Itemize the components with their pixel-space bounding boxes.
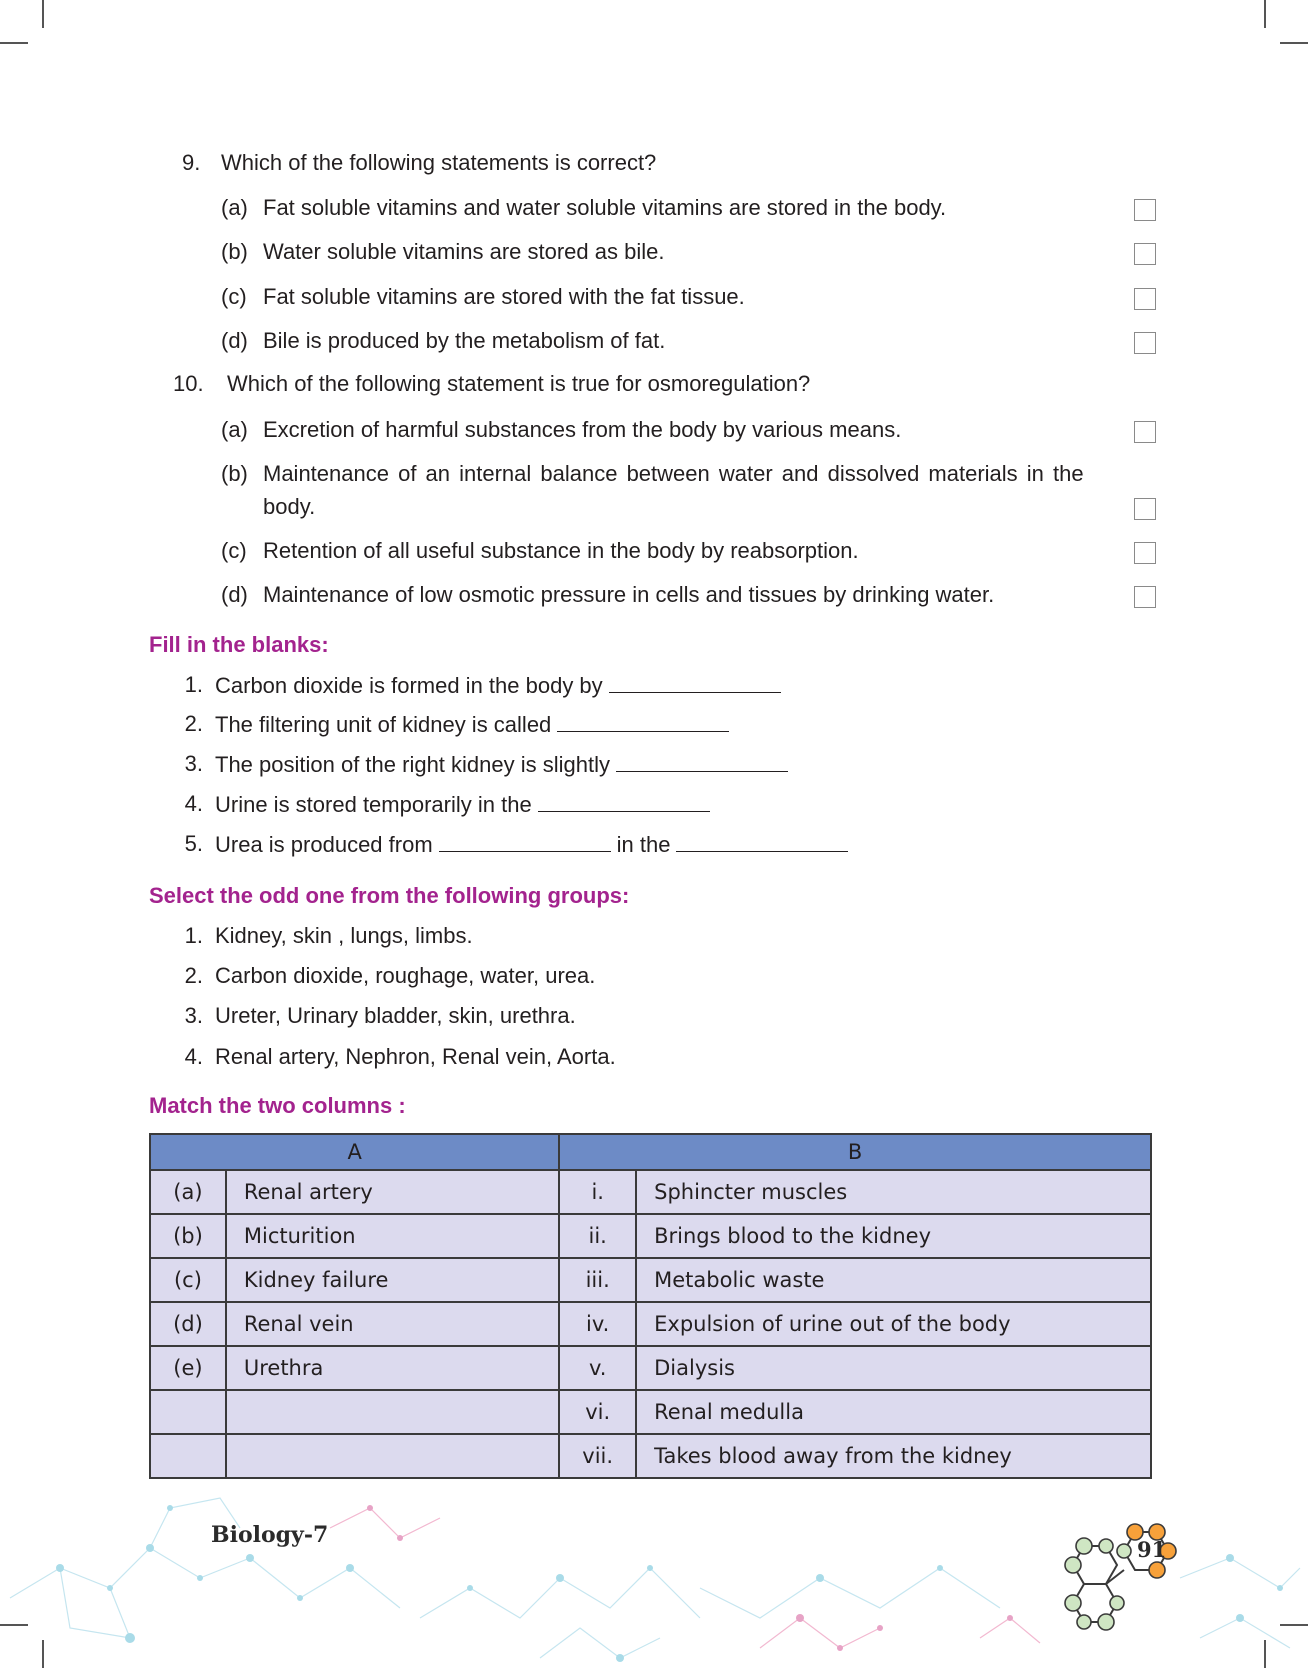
option-label: (b)	[221, 461, 248, 486]
option-text: Fat soluble vitamins are stored with the fat tissue.	[263, 284, 745, 309]
item-text: Renal artery, Nephron, Renal vein, Aorta.	[215, 1044, 616, 1069]
item-text: Ureter, Urinary bladder, skin, urethra.	[215, 1003, 576, 1028]
item-text: The filtering unit of kidney is called	[215, 712, 552, 737]
option-text-continued: body.	[263, 494, 316, 519]
option-text: Excretion of harmful substances from the body by various means.	[263, 417, 902, 442]
row-label-a: (d)	[150, 1302, 226, 1346]
item-number: 1.	[184, 672, 203, 697]
answer-checkbox[interactable]	[1134, 199, 1156, 221]
book-title: Biology-7	[211, 1522, 329, 1548]
table-row	[150, 1170, 1151, 1214]
question-number: 10.	[173, 371, 204, 396]
option-text: Maintenance of low osmotic pressure in cells and tissues by drinking water.	[263, 582, 995, 607]
option-c	[221, 280, 1121, 313]
column-a-cell: Kidney failure	[226, 1258, 559, 1302]
item-number: 4.	[184, 1044, 203, 1069]
item-number: 5.	[184, 831, 203, 856]
option-label: (b)	[221, 239, 248, 264]
option-c	[221, 534, 1121, 567]
answer-checkbox[interactable]	[1134, 498, 1156, 520]
option-text: Retention of all useful substance in the body by reabsorption.	[263, 538, 859, 563]
crop-mark	[1264, 0, 1266, 28]
crop-mark	[0, 42, 28, 44]
option-label: (d)	[221, 582, 248, 607]
fill-blanks-heading: Fill in the blanks:	[149, 632, 329, 657]
answer-checkbox[interactable]	[1134, 421, 1156, 443]
option-label: (c)	[221, 538, 247, 563]
option-text: Maintenance of an internal balance between water and dissolved materials in the	[263, 461, 1084, 486]
column-a-cell: Micturition	[226, 1214, 559, 1258]
row-label-b: iv.	[559, 1302, 636, 1346]
row-label-a: (b)	[150, 1214, 226, 1258]
answer-checkbox[interactable]	[1134, 586, 1156, 608]
column-b-header: B	[559, 1134, 1151, 1170]
column-b-cell: Brings blood to the kidney	[636, 1214, 1151, 1258]
page-number: 91	[1137, 1537, 1167, 1562]
row-label-a: (c)	[150, 1258, 226, 1302]
table-header-row	[150, 1134, 1151, 1170]
odd-one-heading: Select the odd one from the following groups:	[149, 883, 630, 908]
option-d	[221, 578, 1121, 611]
option-d	[221, 324, 1121, 357]
column-a-header: A	[150, 1134, 559, 1170]
row-label-a: (a)	[150, 1170, 226, 1214]
column-a-cell: Renal artery	[226, 1170, 559, 1214]
row-label-a: (e)	[150, 1346, 226, 1390]
answer-checkbox[interactable]	[1134, 243, 1156, 265]
match-table	[149, 1133, 1152, 1479]
option-text: Bile is produced by the metabolism of fat.	[263, 328, 666, 353]
item-number: 3.	[184, 1003, 203, 1028]
column-b-cell: Expulsion of urine out of the body	[636, 1302, 1151, 1346]
item-text-mid: in the	[616, 832, 671, 857]
column-b-cell: Sphincter muscles	[636, 1170, 1151, 1214]
item-number: 4.	[184, 791, 203, 816]
answer-checkbox[interactable]	[1134, 288, 1156, 310]
column-b-cell: Metabolic waste	[636, 1258, 1151, 1302]
row-label-b: ii.	[559, 1214, 636, 1258]
column-a-cell: Urethra	[226, 1346, 559, 1390]
item-text: Carbon dioxide is formed in the body by	[215, 673, 603, 698]
answer-checkbox[interactable]	[1134, 542, 1156, 564]
item-number: 2.	[184, 963, 203, 988]
item-text: Carbon dioxide, roughage, water, urea.	[215, 963, 596, 988]
row-label-b: vi.	[559, 1390, 636, 1434]
blank-line[interactable]	[609, 672, 781, 693]
option-a	[221, 191, 1121, 224]
item-text: Urea is produced from	[215, 832, 433, 857]
option-label: (a)	[221, 195, 248, 220]
table-row	[150, 1390, 1151, 1434]
question-number: 9.	[182, 150, 201, 175]
option-label: (a)	[221, 417, 248, 442]
table-row	[150, 1346, 1151, 1390]
row-label-b: v.	[559, 1346, 636, 1390]
option-a	[221, 413, 1121, 446]
column-a-cell	[226, 1390, 559, 1434]
column-a-cell: Renal vein	[226, 1302, 559, 1346]
item-text: Urine is stored temporarily in the	[215, 792, 532, 817]
column-b-cell: Renal medulla	[636, 1390, 1151, 1434]
crop-mark	[42, 0, 44, 28]
table-row	[150, 1302, 1151, 1346]
item-text: The position of the right kidney is slightly	[215, 752, 610, 777]
question-text: Which of the following statements is correct?	[221, 150, 657, 175]
question-text: Which of the following statement is true for osmoregulation?	[227, 371, 811, 396]
blank-line[interactable]	[616, 751, 788, 772]
option-text: Fat soluble vitamins and water soluble vitamins are stored in the body.	[263, 195, 947, 220]
blank-line[interactable]	[538, 791, 710, 812]
option-text: Water soluble vitamins are stored as bile.	[263, 239, 665, 264]
column-b-cell: Takes blood away from the kidney	[636, 1434, 1151, 1478]
option-b	[221, 457, 1161, 523]
table-row	[150, 1214, 1151, 1258]
row-label-b: i.	[559, 1170, 636, 1214]
blank-line[interactable]	[676, 831, 848, 852]
option-b	[221, 235, 1121, 268]
item-number: 3.	[184, 751, 203, 776]
crop-mark	[1280, 42, 1308, 44]
hexagon-badge-icon	[1050, 1500, 1190, 1640]
row-label-b: iii.	[559, 1258, 636, 1302]
row-label-a	[150, 1390, 226, 1434]
blank-line[interactable]	[439, 831, 611, 852]
item-number: 1.	[184, 923, 203, 948]
blank-line[interactable]	[557, 711, 729, 732]
option-label: (d)	[221, 328, 248, 353]
option-label: (c)	[221, 284, 247, 309]
row-label-b: vii.	[559, 1434, 636, 1478]
column-b-cell: Dialysis	[636, 1346, 1151, 1390]
table-row	[150, 1258, 1151, 1302]
match-heading: Match the two columns :	[149, 1093, 406, 1118]
answer-checkbox[interactable]	[1134, 332, 1156, 354]
item-text: Kidney, skin , lungs, limbs.	[215, 923, 473, 948]
item-number: 2.	[184, 711, 203, 736]
